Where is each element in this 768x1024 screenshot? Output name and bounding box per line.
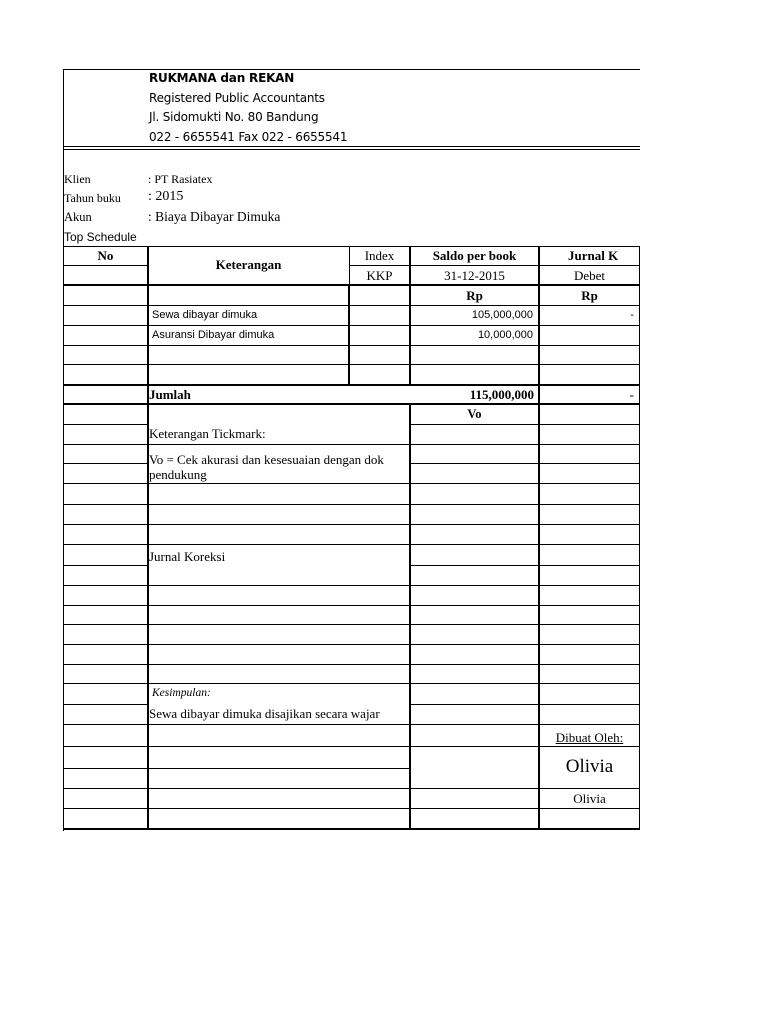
akun-label: Akun	[64, 210, 92, 224]
col-debet: Debet	[573, 268, 606, 283]
col-saldo: Saldo per book	[432, 248, 517, 263]
tickmark-title: Keterangan Tickmark:	[149, 426, 266, 441]
kesimpulan-label: Kesimpulan:	[152, 687, 211, 699]
col-keterangan: Keterangan	[215, 257, 282, 272]
row2-keterangan: Asuransi Dibayar dimuka	[152, 329, 275, 341]
dibuat-oleh-label: Dibuat Oleh:	[555, 730, 624, 745]
klien-label: Klien	[64, 172, 91, 186]
tahun-label: Tahun buku	[64, 191, 121, 205]
tickmark-line1: Vo = Cek akurasi dan kesesuaian dengan dok	[149, 452, 384, 467]
row1-debet: -	[630, 309, 634, 321]
total-debet: -	[629, 387, 634, 402]
row1-keterangan: Sewa dibayar dimuka	[152, 309, 258, 321]
col-index: Index	[364, 248, 395, 263]
firm-name: RUKMANA dan REKAN	[149, 71, 295, 85]
col-date: 31-12-2015	[444, 268, 505, 283]
jurnal-koreksi: Jurnal Koreksi	[149, 549, 226, 564]
col-no: No	[97, 248, 114, 263]
currency-saldo: Rp	[466, 288, 483, 303]
col-jurnal: Jurnal K	[568, 248, 619, 263]
tickmark-symbol: Vo	[467, 407, 482, 421]
col-kkp: KKP	[366, 268, 393, 283]
akun-value: : Biaya Dibayar Dimuka	[148, 209, 281, 224]
tahun-value: : 2015	[148, 189, 184, 204]
total-saldo: 115,000,000	[469, 387, 534, 402]
signature: Olivia	[565, 756, 614, 777]
firm-type: Registered Public Accountants	[149, 91, 325, 105]
kesimpulan-text: Sewa dibayar dimuka disajikan secara wajar	[149, 706, 380, 721]
tickmark-line2: pendukung	[149, 467, 207, 482]
firm-address: Jl. Sidomukti No. 80 Bandung	[149, 110, 319, 124]
currency-debet: Rp	[581, 288, 598, 303]
klien-value: : PT Rasiatex	[148, 172, 213, 186]
preparer-name: Olivia	[573, 791, 606, 806]
schedule-label: Top Schedule	[64, 230, 137, 244]
total-label: Jumlah	[149, 387, 191, 402]
firm-phone: 022 - 6655541 Fax 022 - 6655541	[149, 130, 348, 144]
row2-saldo: 10,000,000	[477, 329, 533, 341]
row1-saldo: 105,000,000	[471, 309, 533, 321]
